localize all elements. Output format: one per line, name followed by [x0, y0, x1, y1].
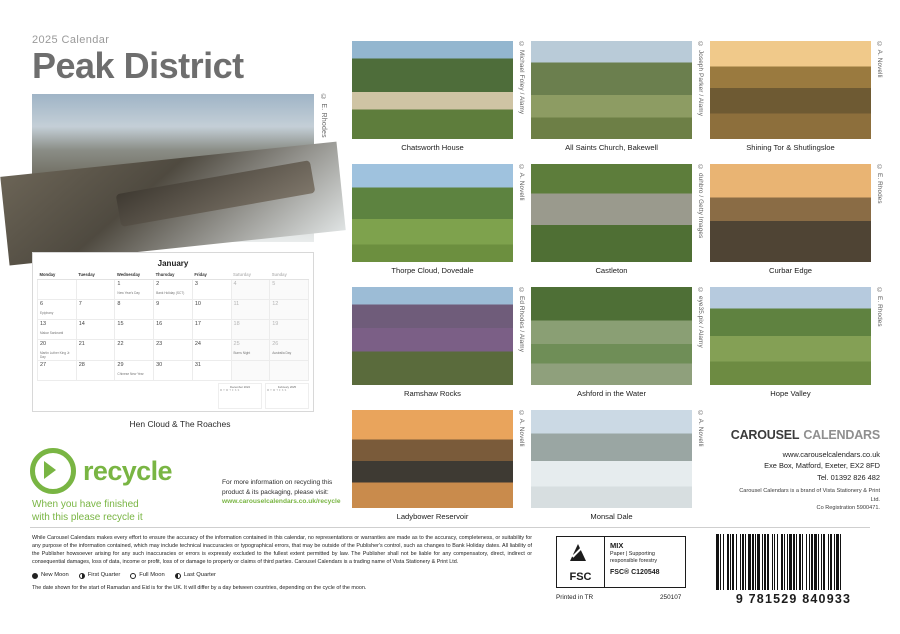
photo-cell — [352, 41, 525, 152]
printed-in-text: Printed in TR — [556, 594, 594, 601]
calendar-day-number: 28 — [78, 362, 85, 369]
photo-image — [531, 410, 704, 508]
new-moon-icon — [32, 573, 38, 579]
calendar-day-event: New Year's Day — [117, 291, 140, 295]
calendar-day-number: 1 — [117, 281, 121, 287]
footer-divider — [30, 527, 870, 528]
calendar-week-row — [38, 320, 309, 340]
calendar-day-number: 24 — [194, 341, 201, 347]
recycle-icon — [30, 448, 76, 494]
barcode-bars — [716, 534, 871, 590]
calendar-day-number: 30 — [156, 362, 163, 369]
brand-logo — [730, 428, 880, 442]
calendar-day-number: 25 — [233, 341, 240, 347]
calendar-day-number: 29 — [117, 362, 124, 369]
calendar-day-number: 26 — [272, 341, 279, 347]
calendar-day-cell — [76, 361, 115, 381]
first-quarter-moon-icon — [79, 573, 85, 579]
cover-photo-credit: © E. Rhodes — [320, 94, 327, 138]
calendar-day-cell — [231, 320, 270, 340]
calendar-day-number: 18 — [233, 321, 240, 327]
photo-cell — [531, 164, 704, 275]
calendar-day-number: 9 — [156, 301, 160, 307]
mini-month-next — [265, 383, 309, 409]
calendar-day-number: 27 — [40, 362, 47, 369]
calendar-day-cell — [115, 300, 154, 320]
moon-phase-first-quarter — [79, 571, 121, 580]
calendar-day-event: Chinese New Year — [117, 372, 144, 377]
moon-phase-full — [130, 571, 164, 580]
publisher-legal-line2: Co Registration 5900471. — [816, 505, 880, 512]
calendar-day-number: 5 — [272, 281, 276, 287]
recycle-subtext-line2: with this please recycle it — [32, 512, 143, 523]
calendar-day-cell — [192, 340, 231, 361]
calendar-day-number: 20 — [40, 341, 47, 347]
photo-cell — [352, 164, 525, 275]
photo-credit: © eye35.pix / Alamy — [697, 287, 704, 348]
photo-image — [531, 287, 704, 385]
photo-image — [352, 410, 525, 508]
photo-image — [352, 41, 525, 139]
brand-name-second: CALENDARS — [803, 428, 880, 442]
weekday-thursday: Thursday — [154, 271, 193, 280]
calendar-day-number: 10 — [194, 301, 201, 307]
photo-image — [352, 287, 525, 385]
calendar-day-number: 4 — [233, 281, 237, 287]
calendar-day-event: Epiphany — [40, 311, 54, 315]
calendar-day-number: 15 — [117, 321, 124, 327]
photo-credit: © A. Novelli — [876, 41, 883, 78]
calendar-day-cell — [231, 300, 270, 320]
photo-caption: Castleton — [595, 266, 628, 275]
full-moon-icon — [130, 573, 136, 579]
fsc-description — [610, 551, 680, 566]
publisher-legal-line1: Carousel Calendars is a brand of Vista Stationery & Print Ltd. — [739, 488, 880, 503]
sample-month-table — [37, 271, 309, 381]
calendar-day-cell — [76, 320, 115, 340]
calendar-day-cell — [38, 300, 77, 320]
calendar-day-cell — [270, 280, 309, 300]
brand-name-first: CAROUSEL — [730, 428, 800, 442]
mini-month-prev-grid: M T W T F S S — [220, 389, 240, 393]
barcode-bar — [841, 534, 843, 590]
cover-photo — [32, 94, 314, 242]
calendar-day-number: 2 — [156, 281, 160, 287]
calendar-day-cell — [270, 340, 309, 361]
calendar-empty-cell — [270, 361, 309, 381]
disclaimer-text: While Carousel Calendars makes every effort to ensure the accuracy of the information contained in this calendar, no representations or warranties are made as to the accuracy, completeness, or suitability for any purpose of the information contained, which may include technical inaccuracies or typographical errors, that may be outside of the Publisher's control, such as changes to Bank Holiday dates. All liability of the Publisher howsoever arising for any such inaccuracies or errors is expressly excluded to the fullest extent permitted by law. The Publisher shall not be liable for any compensatory, direct, indirect or consequential damages, loss of data, income or profit, loss of or damage to property or claims of third parties. Carousel Calendars is a trading name of Vista Stationery & Print Ltd. — [32, 535, 532, 566]
last-quarter-moon-icon — [175, 573, 181, 579]
recycle-info-line1: For more information on recycling this — [222, 479, 333, 486]
calendar-day-cell — [192, 280, 231, 300]
photo-credit: © A. Novelli — [518, 164, 525, 201]
photo-cell — [710, 287, 883, 398]
photo-credit: © duhbro / Getty Images — [697, 164, 704, 239]
calendar-day-number: 6 — [40, 301, 44, 307]
photo-credit: © A. Novelli — [518, 410, 525, 447]
barcode — [716, 534, 871, 606]
photo-cell — [710, 164, 883, 275]
last-quarter-label: Last Quarter — [183, 572, 216, 579]
photo-image — [710, 41, 883, 139]
calendar-day-cell — [38, 361, 77, 381]
fsc-details — [605, 537, 685, 587]
calendar-day-cell — [270, 300, 309, 320]
photo-credit: © E. Rhodes — [876, 164, 883, 204]
publisher-block — [730, 428, 880, 513]
photo-caption: Monsal Dale — [590, 512, 633, 521]
fsc-description-line2: responsible forestry — [610, 558, 658, 565]
calendar-week-row — [38, 340, 309, 361]
photo-caption: All Saints Church, Bakewell — [565, 143, 658, 152]
calendar-day-cell — [38, 320, 77, 340]
calendar-day-cell — [192, 361, 231, 381]
photo-grid-row — [352, 41, 883, 152]
full-moon-label: Full Moon — [139, 572, 165, 579]
ramadan-note: The date shown for the start of Ramadan and Eid is for the UK. It will differ by a day between countries, depending on the cycle of the moon. — [32, 585, 367, 592]
calendar-day-number: 7 — [78, 301, 82, 307]
cover-photo-caption: Hen Cloud & The Roaches — [129, 419, 231, 429]
weekday-saturday: Saturday — [231, 271, 270, 280]
photo-caption: Chatsworth House — [401, 143, 464, 152]
photo-caption: Ladybower Reservoir — [396, 512, 469, 521]
recycle-info — [222, 478, 362, 507]
photo-image — [531, 41, 704, 139]
calendar-day-number: 14 — [78, 321, 85, 327]
weekday-monday: Monday — [38, 271, 77, 280]
calendar-week-row — [38, 280, 309, 300]
mini-month-next-title: February 2025 — [277, 385, 297, 390]
photo-credit: © Joseph Parker / Alamy — [697, 41, 704, 117]
calendar-day-cell — [270, 320, 309, 340]
calendar-day-cell — [231, 340, 270, 361]
publisher-legal — [730, 487, 880, 512]
cover-year-label: 2025 Calendar — [32, 34, 110, 46]
photo-cell — [531, 410, 704, 521]
photo-credit: © E. Rhodes — [876, 287, 883, 327]
barcode-number: 9 781529 840933 — [735, 592, 852, 606]
mini-month-next-grid: M T W T F S S — [267, 389, 287, 393]
calendar-day-cell — [154, 300, 193, 320]
new-moon-label: New Moon — [41, 572, 69, 579]
calendar-day-number: 17 — [194, 321, 201, 327]
calendar-day-event: Martin Luther King Jr. Day — [40, 351, 71, 359]
calendar-day-cell — [115, 320, 154, 340]
calendar-day-number: 22 — [117, 341, 124, 347]
calendar-day-cell — [154, 280, 193, 300]
moon-phase-new — [32, 571, 69, 580]
calendar-day-number: 12 — [272, 301, 279, 307]
publisher-contact — [730, 449, 880, 483]
calendar-day-number: 23 — [156, 341, 163, 347]
photo-cell — [531, 41, 704, 152]
cover-preview-panel — [30, 34, 330, 504]
photo-cell — [352, 287, 525, 398]
photo-caption: Ramshaw Rocks — [404, 389, 461, 398]
calendar-day-cell — [192, 300, 231, 320]
sample-month-body — [38, 280, 309, 381]
cover-title: Peak District — [32, 45, 244, 86]
calendar-day-event: Makar Sankranti — [40, 331, 64, 335]
fsc-description-line1: Paper | Supporting — [610, 551, 655, 557]
photo-image — [710, 164, 883, 262]
fsc-label: FSC — [569, 571, 592, 583]
weekday-sunday: Sunday — [270, 271, 309, 280]
photo-caption: Ashford in the Water — [577, 389, 646, 398]
calendar-day-number: 31 — [194, 362, 201, 369]
calendar-day-number: 13 — [40, 321, 47, 327]
calendar-day-cell — [76, 300, 115, 320]
photo-caption: Curbar Edge — [768, 266, 813, 275]
photo-credit: © Ed Rhodes / Alamy — [518, 287, 525, 353]
calendar-empty-cell — [231, 361, 270, 381]
photo-grid-row — [352, 287, 883, 398]
publisher-website[interactable]: www.carouselcalendars.co.uk — [782, 450, 880, 459]
photo-image — [352, 164, 525, 262]
calendar-day-cell — [76, 340, 115, 361]
calendar-empty-cell — [76, 280, 115, 300]
calendar-day-number: 11 — [233, 301, 240, 307]
photo-caption: Thorpe Cloud, Dovedale — [391, 266, 474, 275]
calendar-day-cell — [115, 340, 154, 361]
photo-caption: Shining Tor & Shutlingsloe — [746, 143, 835, 152]
photo-credit: © A. Novelli — [697, 410, 704, 447]
recycle-subtext-line1: When you have finished — [32, 499, 139, 510]
photo-cell — [710, 41, 883, 152]
calendar-week-row — [38, 361, 309, 381]
sample-month-grid — [32, 252, 314, 412]
weekday-wednesday: Wednesday — [115, 271, 154, 280]
moon-phase-legend — [32, 571, 532, 580]
recycle-url-link[interactable]: www.carouselcalendars.co.uk/recycle — [222, 498, 341, 506]
weekday-friday: Friday — [192, 271, 231, 280]
fsc-mix-label: MIX — [610, 541, 624, 550]
calendar-day-cell — [38, 340, 77, 361]
calendar-day-number: 16 — [156, 321, 163, 327]
mini-month-prev-title: December 2024 — [230, 385, 250, 390]
moon-phase-last-quarter — [175, 571, 216, 580]
calendar-day-cell — [154, 320, 193, 340]
photo-image — [531, 164, 704, 262]
photo-credit: © Michael Foley / Alamy — [518, 41, 525, 115]
calendar-day-cell — [192, 320, 231, 340]
publisher-phone: Tel. 01392 826 482 — [817, 472, 880, 482]
mini-months-row — [37, 383, 309, 409]
weekday-tuesday: Tuesday — [76, 271, 115, 280]
recycle-info-line2: product & its packaging, please visit: — [222, 488, 329, 496]
recycle-wordmark: recycle — [83, 455, 172, 486]
footer-disclaimer-block — [32, 534, 532, 592]
calendar-day-event: Burns Night — [233, 351, 251, 355]
calendar-day-event: Australia Day — [272, 351, 292, 355]
photo-caption: Hope Valley — [770, 389, 811, 398]
photo-grid-row — [352, 164, 883, 275]
calendar-day-cell — [115, 361, 154, 381]
calendar-week-row — [38, 300, 309, 320]
calendar-day-cell — [231, 280, 270, 300]
mini-month-prev — [218, 383, 262, 409]
fsc-certification-box — [556, 536, 686, 588]
calendar-day-cell — [115, 280, 154, 300]
calendar-day-cell — [154, 340, 193, 361]
fsc-logo — [557, 537, 605, 587]
fsc-code: FSC® C120548 — [610, 568, 660, 576]
publisher-address: Exe Box, Matford, Exeter, EX2 8FD — [764, 461, 880, 471]
calendar-day-cell — [154, 361, 193, 381]
calendar-day-number: 21 — [78, 341, 85, 347]
photo-cell — [352, 410, 525, 521]
product-code: 250107 — [660, 594, 682, 601]
calendar-day-number: 8 — [117, 301, 121, 307]
calendar-day-number: 19 — [272, 321, 279, 327]
calendar-day-number: 3 — [194, 281, 198, 287]
photo-cell — [531, 287, 704, 398]
weekday-header-row — [38, 271, 309, 280]
recycle-block — [30, 448, 341, 524]
calendar-day-event: Bank Holiday (SCT) — [156, 291, 185, 295]
photo-image — [710, 287, 883, 385]
sample-month-title: January — [157, 259, 189, 268]
cover-photo-container — [32, 94, 327, 242]
calendar-empty-cell — [38, 280, 77, 300]
first-quarter-label: First Quarter — [87, 572, 121, 579]
